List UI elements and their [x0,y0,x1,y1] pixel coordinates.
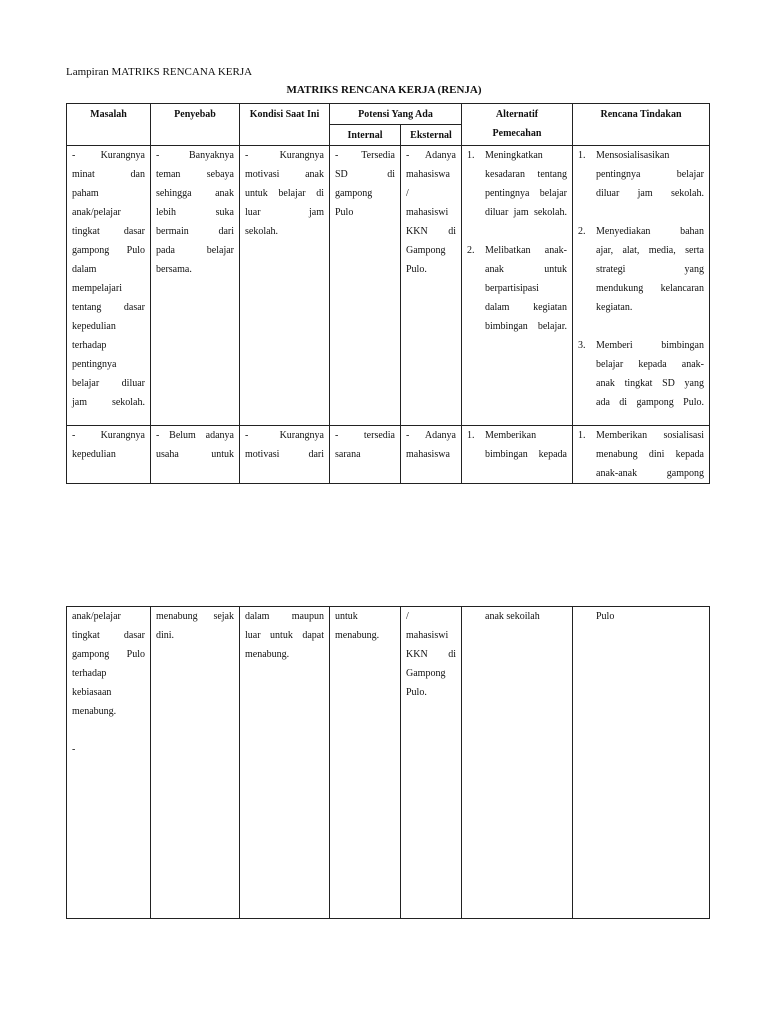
item-line: strategi yang [596,264,704,275]
item-line: bimbingan kepada [485,449,567,460]
numbered-item [578,426,704,483]
item-line: anak untuk [485,264,567,275]
item-line: Memberikan [485,430,537,441]
text-line: kebiasaan [72,687,112,698]
page2-masalah [67,607,151,919]
item-line: bimbingan belajar. [485,321,567,332]
text-line: gampong [335,188,373,199]
text-line: - Banyaknya [156,150,234,161]
text-line: menabung. [335,630,380,641]
text-line: tentang dasar [72,302,145,313]
item-line: anak tingkat SD yang [596,378,704,389]
item-line: Menyediakan bahan [596,226,704,237]
row1-rencana [573,146,710,426]
page2-masalah-dash: - [72,744,76,755]
text-line: SD di [335,169,395,180]
item-line: dalam kegiatan [485,302,567,313]
numbered-item [467,426,567,464]
item-line: menabung dini kepada [596,449,704,460]
header-alternatif [462,104,573,146]
text-line: Gampong [406,245,446,256]
item-line: pentingnya belajar [596,169,704,180]
text-line: motivasi anak [245,169,324,180]
text-line: KKN di [406,649,456,660]
item-number: 1. [467,430,475,441]
text-line: - Adanya [406,150,456,161]
matrix-table-page-2 [66,606,710,919]
item-number: 2. [578,226,586,237]
item-line: Memberikan sosialisasi [596,430,704,441]
text-line: - Tersedia [335,150,395,161]
item-number: 1. [467,150,475,161]
item-line: Meningkatkan [485,150,543,161]
item-line: anak-anak gampong [596,468,704,479]
item-line: kegiatan. [596,302,633,313]
item-line: ada di gampong Pulo. [596,397,704,408]
row1-internal [330,146,401,426]
text-line: gampong Pulo [72,649,145,660]
numbered-item [578,222,704,317]
text-line: pentingnya [72,359,117,370]
numbered-item [578,146,704,203]
text-line: kepedulian [72,449,116,460]
item-line: kesadaran tentang [485,169,567,180]
text-line: mahasiswa [406,449,450,460]
row2-kondisi [240,426,330,484]
header-rencana: Rencana Tindakan [573,104,710,146]
item-line: pentingnya belajar [485,188,567,199]
row2-eksternal [401,426,462,484]
text-line: gampong Pulo [72,245,145,256]
text-line: jam sekolah. [72,397,145,408]
header-potensi: Potensi Yang Ada [330,104,462,125]
page2-kondisi [240,607,330,919]
row1-kondisi [240,146,330,426]
text-line: menabung sejak [156,611,234,622]
text-line: / [406,188,409,199]
item-number: 1. [578,430,586,441]
text-line: anak/pelajar [72,207,121,218]
attachment-label: Lampiran MATRIKS RENCANA KERJA [66,66,253,78]
text-line: belajar diluar [72,378,145,389]
header-eksternal: Eksternal [401,125,462,146]
item-line: mendukung kelancaran [596,283,704,294]
text-line: - Adanya [406,430,456,441]
text-line: lebih suka [156,207,234,218]
text-line: sekolah. [245,226,279,237]
text-line: / [406,611,409,622]
text-line: Pulo. [406,687,427,698]
text-line: mahasiswi [406,630,449,641]
row2-internal [330,426,401,484]
text-line: pada belajar [156,245,234,256]
header-penyebab: Penyebab [151,104,240,146]
page2-masalah-lines [72,607,145,721]
text-line: - Kurangnya [72,150,145,161]
text-line: tingkat dasar [72,630,145,641]
text-line: anak sekoilah [485,611,540,622]
text-line: terhadap [72,668,107,679]
document-title: MATRIKS RENCANA KERJA (RENJA) [286,84,482,96]
text-line: paham [72,188,99,199]
page2-eksternal [401,607,462,919]
header-alternatif-line-1: Alternatif [495,109,539,120]
numbered-item [578,336,704,412]
text-line: tingkat dasar [72,226,145,237]
text-line: bermain dari [156,226,234,237]
text-line: teman sebaya [156,169,234,180]
text-line: dalam maupun [245,611,324,622]
text-line: Pulo [596,611,615,622]
text-line: Pulo. [406,264,427,275]
header-kondisi: Kondisi Saat Ini [240,104,330,146]
text-line: - Kurangnya [72,430,145,441]
item-line: diluar jam sekolah. [485,207,567,218]
row2-penyebab [151,426,240,484]
numbered-item [467,241,567,336]
page2-internal [330,607,401,919]
row1-alternatif [462,146,573,426]
text-line: terhadap [72,340,107,351]
page2-penyebab [151,607,240,919]
text-line: minat dan [72,169,145,180]
item-line: berpartisipasi [485,283,539,294]
matrix-table-page-1 [66,103,710,484]
page2-rencana [573,607,710,919]
text-line: dini. [156,630,175,641]
item-line: Mensosialisasikan [596,150,670,161]
item-number: 1. [578,150,586,161]
row1-masalah [67,146,151,426]
text-line: KKN di [406,226,456,237]
text-line: motivasi dari [245,449,324,460]
header-masalah: Masalah [67,104,151,146]
text-line: mahasiswa [406,169,450,180]
row2-masalah [67,426,151,484]
text-line: untuk belajar di [245,188,324,199]
row2-rencana [573,426,710,484]
text-line: sarana [335,449,361,460]
text-line: - Kurangnya [245,150,324,161]
item-line: Melibatkan anak- [485,245,567,256]
item-line: Memberi bimbingan [596,340,704,351]
text-line: dalam [72,264,97,275]
row1-eksternal [401,146,462,426]
text-line: anak/pelajar [72,611,121,622]
text-line: untuk [335,611,358,622]
item-line: ajar, alat, media, serta [596,245,704,256]
text-line: Pulo [335,207,354,218]
numbered-item [467,146,567,222]
item-number: 3. [578,340,586,351]
row2-alternatif [462,426,573,484]
text-line: usaha untuk [156,449,234,460]
header-internal: Internal [330,125,401,146]
text-line: bersama. [156,264,192,275]
text-line: sehingga anak [156,188,234,199]
text-line: - tersedia [335,430,395,441]
item-line: diluar jam sekolah. [596,188,704,199]
item-number: 2. [467,245,475,256]
text-line: luar untuk dapat [245,630,324,641]
text-line: menabung. [245,649,290,660]
text-line: kepedulian [72,321,116,332]
text-line: mempelajari [72,283,122,294]
item-line: belajar kepada anak- [596,359,704,370]
text-line: menabung. [72,706,117,717]
header-alternatif-line-2: Pemecahan [492,128,542,139]
text-line: Gampong [406,668,446,679]
text-line: - Kurangnya [245,430,324,441]
row1-penyebab [151,146,240,426]
page2-alternatif [462,607,573,919]
text-line: mahasiswi [406,207,449,218]
text-line: - Belum adanya [156,430,234,441]
text-line: luar jam [245,207,324,218]
